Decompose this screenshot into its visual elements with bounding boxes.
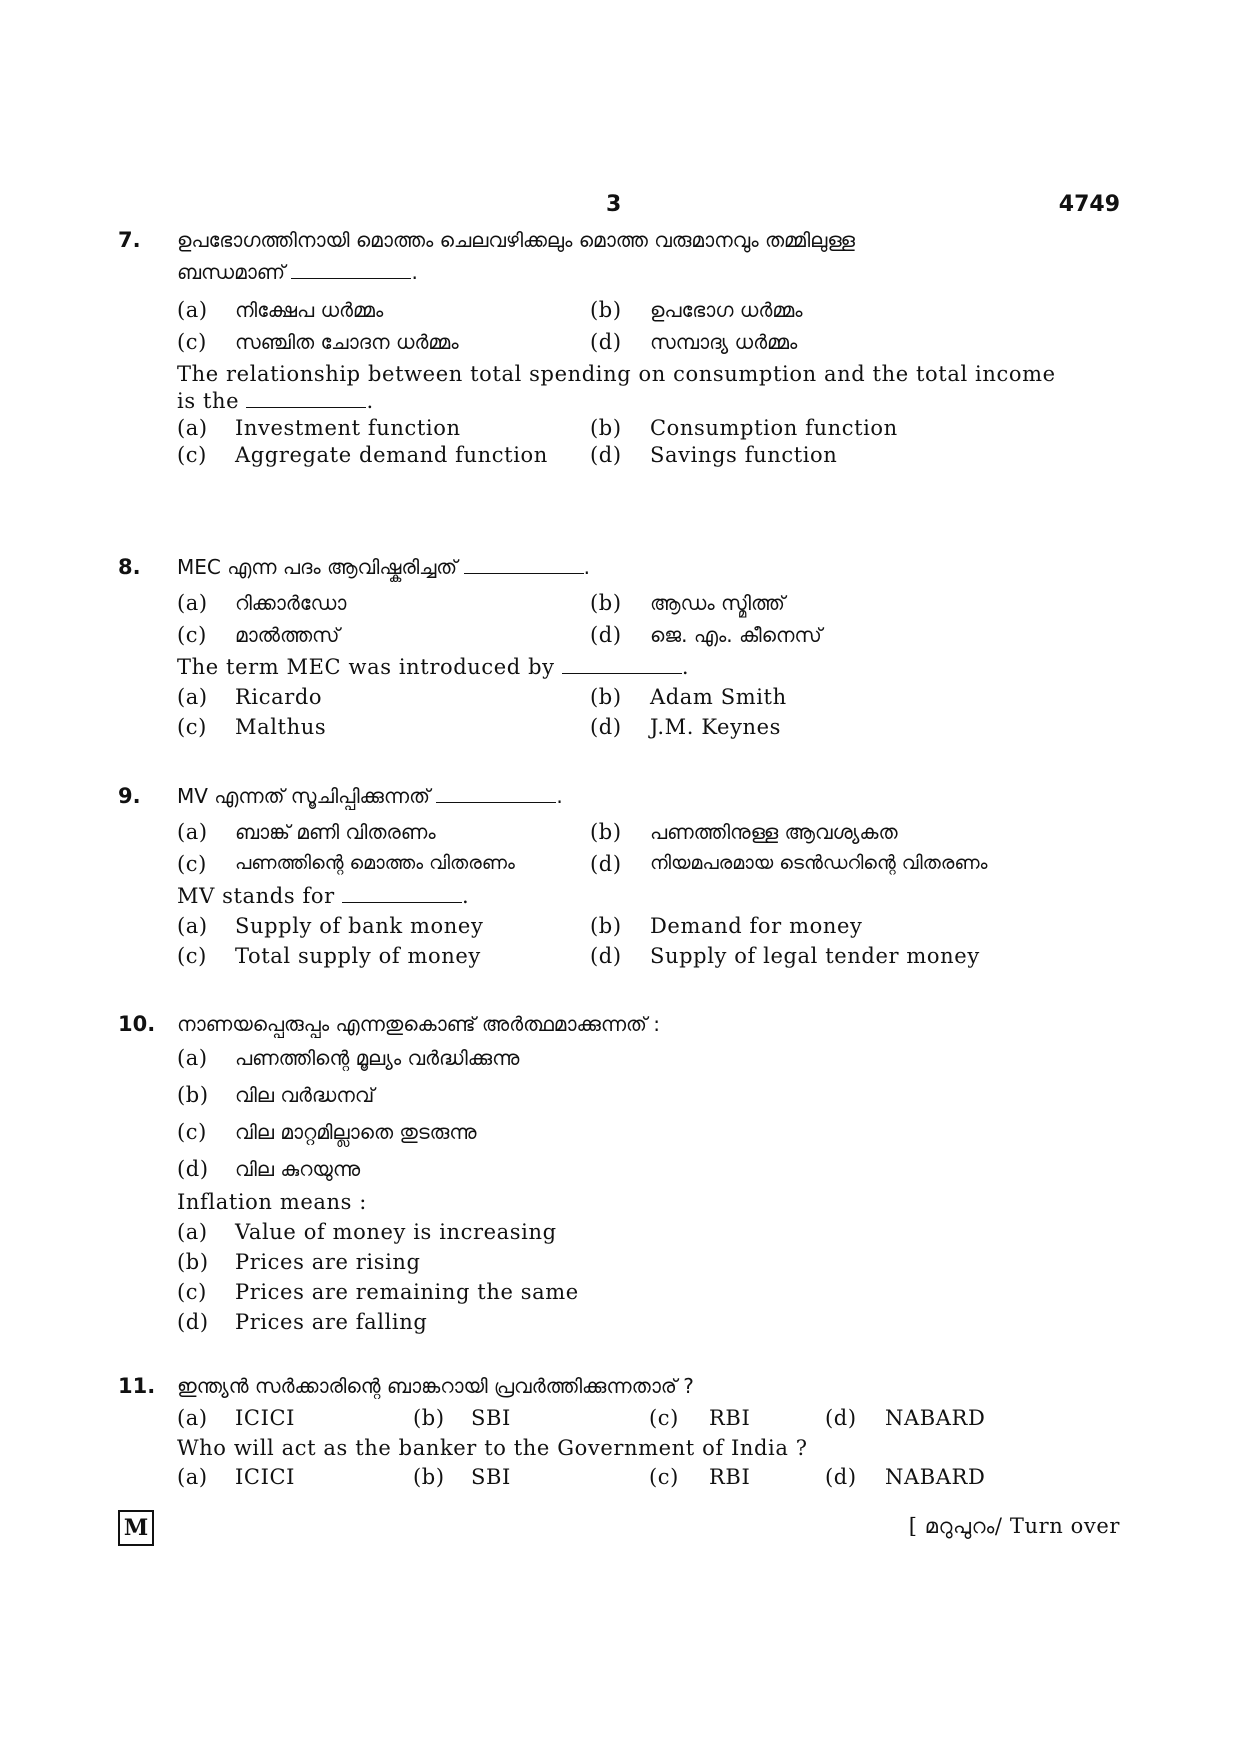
option-label: (d) (177, 1157, 209, 1181)
option-text-english: Prices are remaining the same (235, 1280, 579, 1304)
option-label: (a) (177, 1465, 208, 1489)
question-stem-malayalam: ബന്ധമാണ് (177, 260, 286, 284)
question-number: 11. (118, 1374, 156, 1398)
question-number: 9. (118, 784, 141, 808)
answer-blank (246, 406, 366, 408)
question-stem-english: Who will act as the banker to the Government of India ? (177, 1436, 808, 1460)
option-text-english: Prices are rising (235, 1250, 421, 1274)
option-label: (b) (177, 1083, 209, 1107)
question-stem-malayalam: MV എന്നത് സൂചിപ്പിക്കുന്നത് (177, 784, 430, 808)
option-label: (b) (177, 1250, 209, 1274)
option-label: (a) (177, 416, 208, 440)
option-label: (b) (590, 416, 622, 440)
answer-blank (562, 672, 682, 674)
option-label: (c) (649, 1406, 679, 1430)
question-number: 10. (118, 1012, 156, 1036)
option-text-malayalam: സഞ്ചിത ചോദന ധർമ്മം (235, 330, 459, 354)
option-text-english: Investment function (235, 416, 461, 440)
option-text-malayalam: റിക്കാർഡോ (235, 591, 347, 615)
turn-over-note: [ മറുപുറം/ Turn over (908, 1514, 1120, 1538)
option-label: (c) (177, 330, 207, 354)
option-label: (b) (590, 298, 622, 322)
option-label: (d) (825, 1465, 857, 1489)
option-label: (b) (413, 1406, 445, 1430)
option-label: (a) (177, 914, 208, 938)
option-text-english: Savings function (650, 443, 838, 467)
option-text-malayalam: ജെ. എം. കീനെസ് (650, 623, 822, 647)
option-label: (c) (177, 443, 207, 467)
question-stem-malayalam: ഇന്ത്യൻ സർക്കാരിന്റെ ബാങ്കറായി പ്രവർത്തിക്കുന്നതാര് ? (177, 1374, 694, 1398)
option-text-malayalam: ഉപഭോഗ ധർമ്മം (650, 298, 803, 322)
option-label: (c) (177, 944, 207, 968)
question-stem-malayalam: MEC എന്ന പദം ആവിഷ്കരിച്ചത് (177, 555, 458, 579)
option-label: (a) (177, 685, 208, 709)
option-label: (d) (825, 1406, 857, 1430)
option-text-malayalam: വില വർദ്ധനവ് (235, 1083, 375, 1107)
option-text: RBI (709, 1465, 751, 1489)
option-text-malayalam: ബാങ്ക് മണി വിതരണം (235, 820, 436, 844)
option-label: (a) (177, 1046, 208, 1070)
option-label: (a) (177, 820, 208, 844)
option-text-english: Value of money is increasing (235, 1220, 557, 1244)
answer-blank (342, 901, 462, 903)
option-label: (b) (590, 685, 622, 709)
option-label: (d) (590, 330, 622, 354)
option-text-english: Prices are falling (235, 1310, 428, 1334)
paper-code: 4749 (1058, 192, 1120, 217)
option-text-malayalam: നിയമപരമായ ടെൻഡറിന്റെ വിതരണം (650, 852, 988, 874)
option-label: (a) (177, 298, 208, 322)
question-10 (118, 1012, 1118, 1340)
option-text-malayalam: പണത്തിന്റെ മൊത്തം വിതരണം (235, 852, 515, 874)
question-8: 8. MEC എന്ന പദം ആവിഷ്കരിച്ചത് . (a) റിക്കാർഡോ (b) ആഡം സ്മിത്ത് (c) മാൽത്തസ് (d) ജെ. എം. കീനെസ് The term MEC was introduced by . (a) Ricardo (b) Adam Smith (c) Malthus (d) J.M. Keynes (118, 555, 822, 739)
option-text: RBI (709, 1406, 751, 1430)
option-text-english: Demand for money (650, 914, 863, 938)
question-9: 9. MV എന്നത് സൂചിപ്പിക്കുന്നത് . (a) ബാങ്ക് മണി വിതരണം (b) പണത്തിനുള്ള ആവശ്യകത (c) പണത്തിന്റെ മൊത്തം വിതരണം (d) നിയമപരമായ ടെൻഡറിന്റെ വിതരണം MV stands for . (a) Supply of bank money (b) Demand for money (c) Total supply of money (d) Supply of legal tender money (118, 784, 988, 968)
question-stem-malayalam: നാണയപ്പെരുപ്പം എന്നതുകൊണ്ട് അർത്ഥമാക്കുന്നത് : (177, 1012, 661, 1036)
option-text-english: Total supply of money (235, 944, 481, 968)
option-label: (c) (177, 1280, 207, 1304)
option-text-english: Adam Smith (650, 685, 787, 709)
option-label: (b) (590, 591, 622, 615)
option-text-malayalam: വില കുറയുന്നു (235, 1157, 361, 1181)
option-label: (d) (177, 1310, 209, 1334)
question-number: 8. (118, 555, 141, 579)
option-text-malayalam: മാൽത്തസ് (235, 623, 340, 647)
medium-box: M (118, 1510, 154, 1546)
option-text-english: Ricardo (235, 685, 323, 709)
option-label: (c) (649, 1465, 679, 1489)
option-label: (d) (590, 623, 622, 647)
page-number: 3 (606, 192, 622, 217)
option-label: (c) (177, 852, 207, 876)
option-text-malayalam: നിക്ഷേപ ധർമ്മം (235, 298, 384, 322)
option-text-malayalam: ആഡം സ്മിത്ത് (650, 591, 785, 615)
option-label: (a) (177, 1220, 208, 1244)
option-text-english: Supply of legal tender money (650, 944, 980, 968)
question-stem-english: Inflation means : (177, 1190, 367, 1214)
question-7: 7. ഉപഭോഗത്തിനായി മൊത്തം ചെലവഴിക്കലും മൊത്ത വരുമാനവും തമ്മിലുള്ള ബന്ധമാണ് . (a) നിക്ഷേപ ധർമ്മം (b) ഉപഭോഗ ധർമ്മം (c) സഞ്ചിത ചോദന ധർമ്മം (d) സമ്പാദ്യ ധർമ്മം The relationship between total spending on consumption and the total income is the . (a) Investment function (b) Consumption function (c) Aggregate demand function (d) Savings function (118, 228, 1056, 467)
option-label: (b) (413, 1465, 445, 1489)
option-text: NABARD (885, 1465, 986, 1489)
option-text: NABARD (885, 1406, 986, 1430)
option-label: (b) (590, 820, 622, 844)
question-stem-english: The relationship between total spending on consumption and the total income (177, 362, 1056, 386)
option-text-english: Aggregate demand function (235, 443, 548, 467)
option-text-malayalam: സമ്പാദ്യ ധർമ്മം (650, 330, 798, 354)
option-label: (d) (590, 715, 622, 739)
option-label: (c) (177, 715, 207, 739)
question-stem-english: MV stands for (177, 884, 335, 908)
option-label: (d) (590, 443, 622, 467)
question-stem-english: is the (177, 389, 240, 413)
option-label: (a) (177, 1406, 208, 1430)
option-text: SBI (471, 1465, 511, 1489)
option-text: ICICI (235, 1406, 296, 1430)
answer-blank (436, 801, 556, 803)
answer-blank (464, 572, 584, 574)
option-text-english: J.M. Keynes (650, 715, 782, 739)
question-number: 7. (118, 228, 141, 252)
question-stem-malayalam: ഉപഭോഗത്തിനായി മൊത്തം ചെലവഴിക്കലും മൊത്ത വരുമാനവും തമ്മിലുള്ള (177, 228, 855, 252)
option-label: (d) (590, 852, 622, 876)
option-text-english: Malthus (235, 715, 327, 739)
option-label: (a) (177, 591, 208, 615)
option-text-english: Supply of bank money (235, 914, 484, 938)
option-text-malayalam: പണത്തിന്റെ മൂല്യം വർദ്ധിക്കുന്നു (235, 1046, 520, 1070)
option-text-malayalam: പണത്തിനുള്ള ആവശ്യകത (650, 820, 898, 844)
option-text: SBI (471, 1406, 511, 1430)
option-label: (d) (590, 944, 622, 968)
option-text-english: Consumption function (650, 416, 898, 440)
question-stem-english: The term MEC was introduced by (177, 655, 555, 679)
option-label: (c) (177, 623, 207, 647)
question-11 (118, 1374, 1118, 1495)
option-text: ICICI (235, 1465, 296, 1489)
option-label: (c) (177, 1120, 207, 1144)
option-text-malayalam: വില മാറ്റമില്ലാതെ തുടരുന്നു (235, 1120, 477, 1144)
option-label: (b) (590, 914, 622, 938)
answer-blank (291, 277, 411, 279)
